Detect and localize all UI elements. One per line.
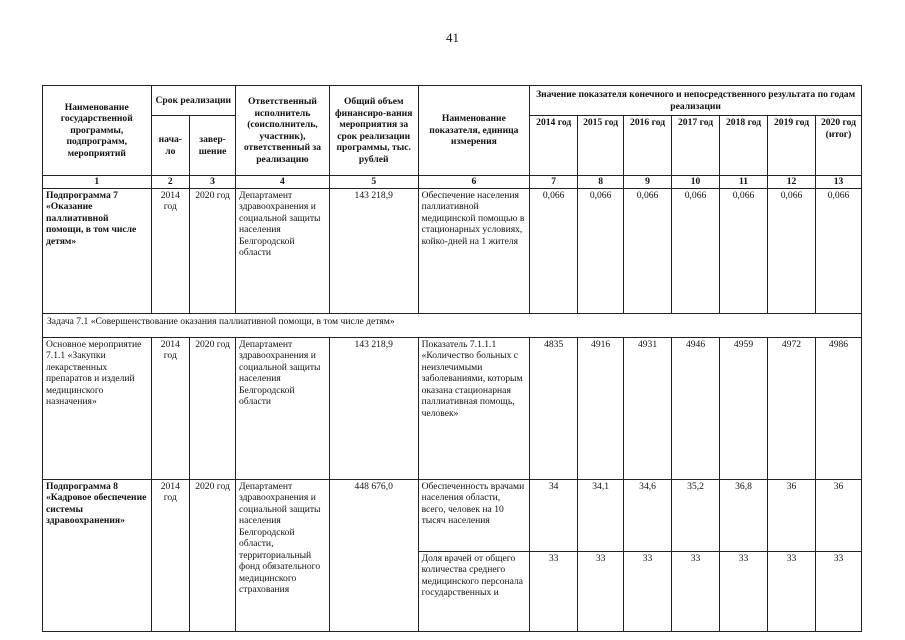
header-values: Значение показателя конечного и непосредственного результата по годам реализации — [530, 86, 862, 116]
row-value: 36 — [816, 479, 862, 551]
header-year-2017: 2017 год — [672, 116, 720, 176]
column-number-row — [43, 176, 862, 189]
row-responsible: Департамент здравоохранения и социальной защиты населения Белгородской области — [236, 337, 330, 479]
column-number: 9 — [624, 176, 672, 189]
table-row — [43, 188, 862, 313]
row-start: 2014 год — [151, 337, 190, 479]
row-indicator: Обеспечение населения паллиативной медицинской помощью в стационарных условиях, койко-дней на 1 жителя — [418, 188, 530, 313]
row-value: 0,066 — [578, 188, 624, 313]
row-value: 33 — [578, 551, 624, 631]
row-value: 36,8 — [720, 479, 768, 551]
row-value: 34,6 — [624, 479, 672, 551]
row-end: 2020 год — [190, 479, 236, 631]
row-responsible: Департамент здравоохранения и социальной защиты населения Белгородской области — [236, 188, 330, 313]
row-value: 0,066 — [816, 188, 862, 313]
header-year-2016: 2016 год — [624, 116, 672, 176]
header-name: Наименование государственной программы, подпрограмм, мероприятий — [43, 86, 152, 176]
column-number: 7 — [530, 176, 578, 189]
page-number: 41 — [446, 30, 459, 45]
header-year-2018: 2018 год — [720, 116, 768, 176]
row-start: 2014 год — [151, 188, 190, 313]
row-value: 34,1 — [578, 479, 624, 551]
column-number: 2 — [151, 176, 190, 189]
header-year-2020: 2020 год (итог) — [816, 116, 862, 176]
row-end: 2020 год — [190, 337, 236, 479]
row-indicator: Доля врачей от общего количества среднего медицинского персонала государственных и — [418, 551, 530, 631]
row-name: Подпрограмма 8 «Кадровое обеспечение системы здравоохранения» — [43, 479, 152, 631]
row-value: 33 — [720, 551, 768, 631]
row-value: 0,066 — [768, 188, 816, 313]
program-table — [42, 85, 862, 632]
row-value: 33 — [530, 551, 578, 631]
table-row — [43, 479, 862, 551]
row-value: 4835 — [530, 337, 578, 479]
row-funding: 143 218,9 — [329, 188, 418, 313]
row-value: 0,066 — [624, 188, 672, 313]
column-number: 6 — [418, 176, 530, 189]
header-period: Срок реализации — [151, 86, 236, 116]
row-value: 4916 — [578, 337, 624, 479]
row-value: 0,066 — [672, 188, 720, 313]
row-value: 4986 — [816, 337, 862, 479]
task-title: Задача 7.1 «Совершенствование оказания паллиативной помощи, в том числе детям» — [43, 313, 862, 337]
row-value: 36 — [768, 479, 816, 551]
row-responsible: Департамент здравоохранения и социальной защиты населения Белгородской области, территориальный фонд обязательного медицинского страхования — [236, 479, 330, 631]
header-responsible: Ответственный исполнитель (соисполнитель, участник), ответственный за реализацию — [236, 86, 330, 176]
row-name: Основное мероприятие 7.1.1 «Закупки лекарственных препаратов и изделий медицинского назначения» — [43, 337, 152, 479]
row-value: 4931 — [624, 337, 672, 479]
column-number: 4 — [236, 176, 330, 189]
row-indicator: Обеспеченность врачами населения области, всего, человек на 10 тысяч населения — [418, 479, 530, 551]
row-value: 0,066 — [720, 188, 768, 313]
row-funding: 143 218,9 — [329, 337, 418, 479]
row-value: 33 — [624, 551, 672, 631]
column-number: 12 — [768, 176, 816, 189]
row-end: 2020 год — [190, 188, 236, 313]
row-funding: 448 676,0 — [329, 479, 418, 631]
column-number: 11 — [720, 176, 768, 189]
row-value: 4946 — [672, 337, 720, 479]
header-end: завер-шение — [190, 116, 236, 176]
table-row — [43, 337, 862, 479]
row-value: 0,066 — [530, 188, 578, 313]
row-start: 2014 год — [151, 479, 190, 631]
header-year-2014: 2014 год — [530, 116, 578, 176]
header-start: нача-ло — [151, 116, 190, 176]
row-value: 34 — [530, 479, 578, 551]
row-value: 33 — [672, 551, 720, 631]
column-number: 8 — [578, 176, 624, 189]
row-value: 33 — [816, 551, 862, 631]
row-value: 4972 — [768, 337, 816, 479]
header-year-2019: 2019 год — [768, 116, 816, 176]
header-year-2015: 2015 год — [578, 116, 624, 176]
column-number: 1 — [43, 176, 152, 189]
header-funding: Общий объем финансиро-вания мероприятия за срок реализации программы, тыс. рублей — [329, 86, 418, 176]
row-value: 4959 — [720, 337, 768, 479]
column-number: 3 — [190, 176, 236, 189]
column-number: 13 — [816, 176, 862, 189]
header-indicator: Наименование показателя, единица измерения — [418, 86, 530, 176]
row-value: 35,2 — [672, 479, 720, 551]
column-number: 5 — [329, 176, 418, 189]
row-value: 33 — [768, 551, 816, 631]
task-row — [43, 313, 862, 337]
row-name: Подпрограмма 7 «Оказание паллиативной помощи, в том числе детям» — [43, 188, 152, 313]
row-indicator: Показатель 7.1.1.1 «Количество больных с неизлечимыми заболеваниями, которым оказана стационарная паллиативная помощь, человек» — [418, 337, 530, 479]
column-number: 10 — [672, 176, 720, 189]
